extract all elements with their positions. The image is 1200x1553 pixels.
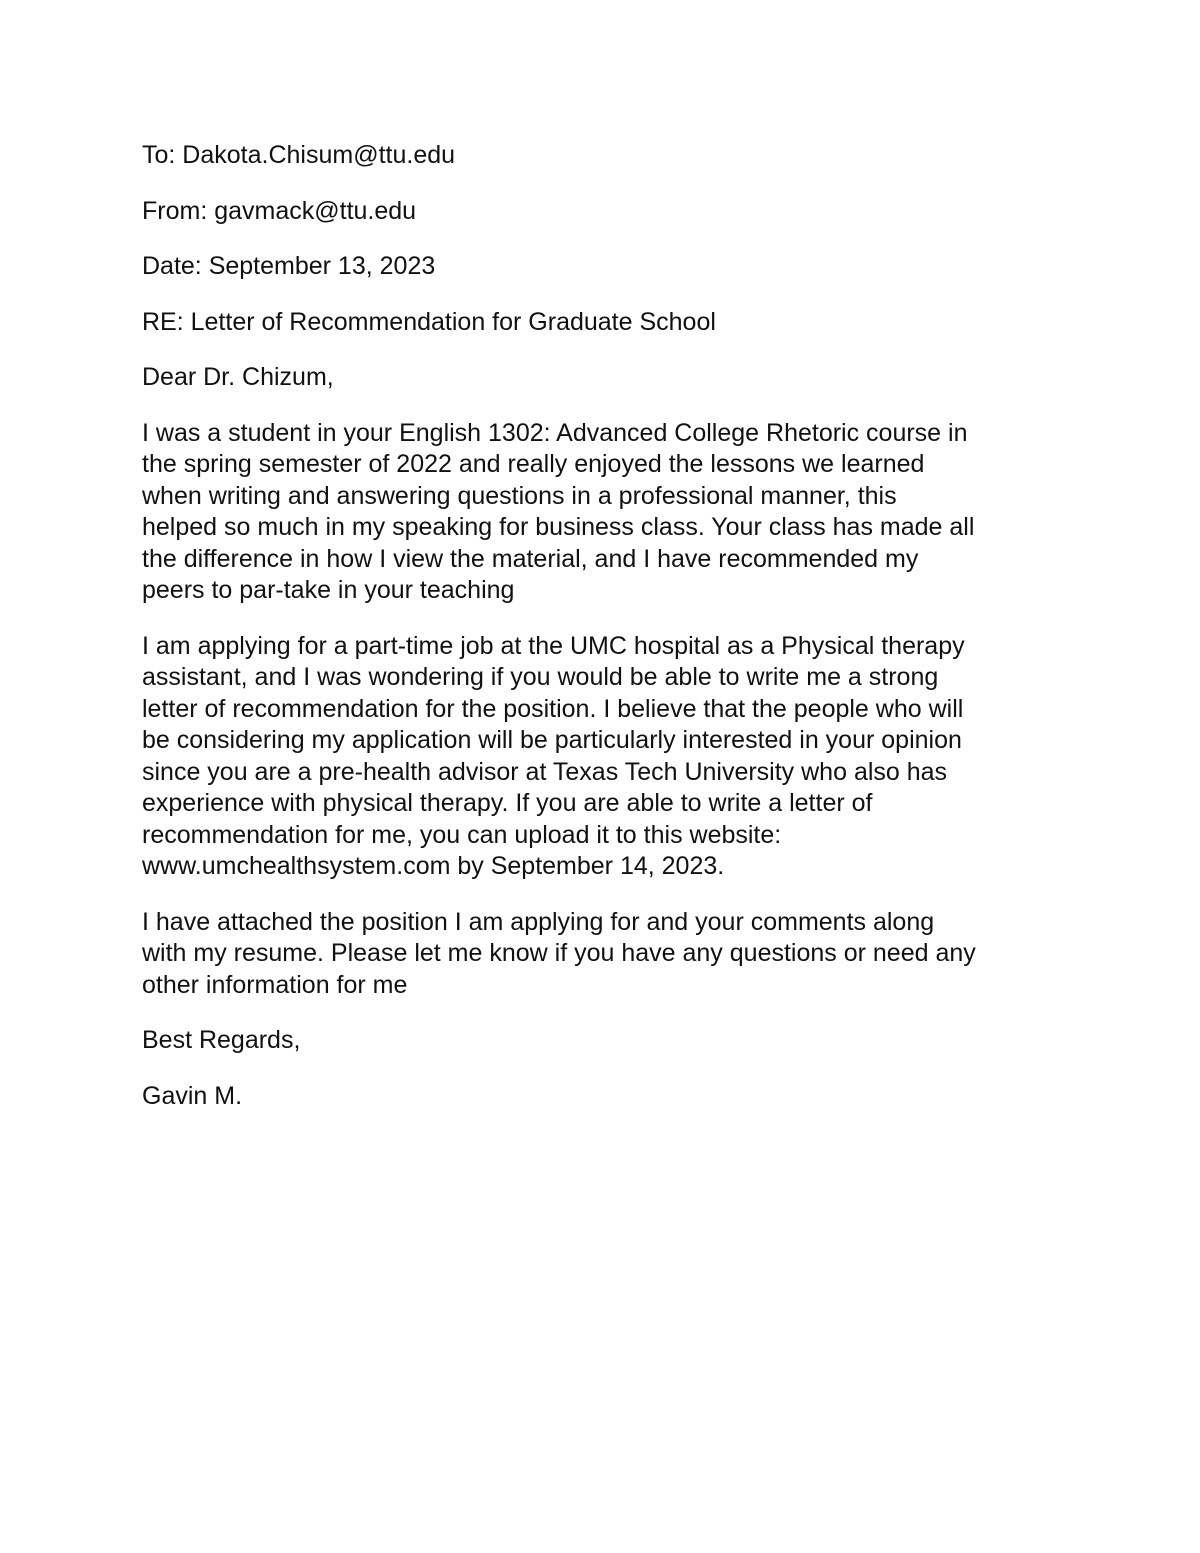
paragraph-line: recommendation for me, you can upload it to this website:: [142, 820, 782, 849]
paragraph-1: [142, 418, 1072, 607]
paragraph-2: [142, 631, 1072, 883]
memo-to-line: To: Dakota.Chisum@ttu.edu: [142, 141, 456, 169]
paragraph-line: I am applying for a part-time job at the UMC hospital as a Physical therapy: [142, 631, 965, 660]
paragraph-line: I have attached the position I am applying for and your comments along: [142, 907, 935, 936]
paragraph-line: since you are a pre-health advisor at Texas Tech University who also has: [142, 757, 948, 786]
paragraph-line: I was a student in your English 1302: Advanced College Rhetoric course in: [142, 418, 968, 447]
paragraph-line: with my resume. Please let me know if you have any questions or need any: [142, 939, 976, 967]
memo-from-line: From: gavmack@ttu.edu: [142, 196, 417, 225]
paragraph-line: other information for me: [142, 970, 408, 999]
paragraph-line: the difference in how I view the material, and I have recommended my: [142, 544, 919, 573]
paragraph-line: assistant, and I was wondering if you would be able to write me a strong: [142, 663, 939, 691]
closing: Best Regards,: [142, 1026, 301, 1054]
memo-subject-line: RE: Letter of Recommendation for Graduate School: [142, 307, 716, 336]
paragraph-line: www.umchealthsystem.com by September 14, 2023.: [142, 852, 725, 880]
paragraph-line: experience with physical therapy. If you are able to write a letter of: [142, 789, 873, 817]
paragraph-3: [142, 907, 1072, 1002]
paragraph-line: helped so much in my speaking for business class. Your class has made all: [142, 513, 975, 541]
memo-date-line: Date: September 13, 2023: [142, 252, 436, 280]
paragraph-line: when writing and answering questions in a professional manner, this: [142, 481, 897, 510]
paragraph-line: be considering my application will be particularly interested in your opinion: [142, 726, 962, 754]
letter-body: [142, 140, 1072, 1136]
paragraph-line: peers to par-take in your teaching: [142, 576, 515, 604]
signature: Gavin M.: [142, 1081, 243, 1110]
salutation: Dear Dr. Chizum,: [142, 363, 334, 391]
paragraph-line: letter of recommendation for the position. I believe that the people who will: [142, 694, 964, 723]
paragraph-line: the spring semester of 2022 and really enjoyed the lessons we learned: [142, 450, 925, 478]
